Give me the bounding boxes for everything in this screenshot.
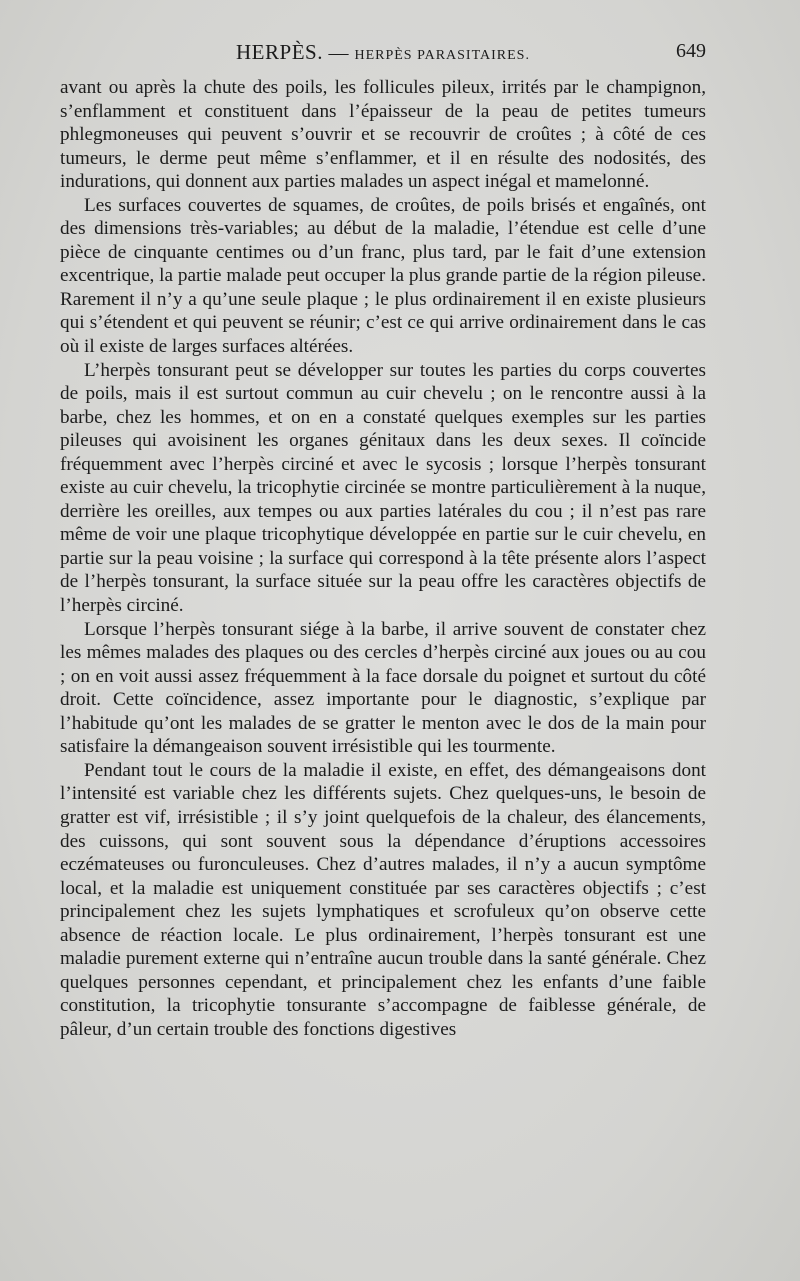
body-text bbox=[60, 76, 706, 1041]
paragraph-surfaces: Les surfaces couvertes de squames, de croûtes, de poils brisés et engaînés, ont des dimensions très-variables; au début de la maladie, l’étendue est celle d’une pièce de cinquante centimes ou d’un franc, plus tard, par le fait d’une extension excentrique, la partie malade peut occuper la plus grande partie de la région pileuse. Rarement il n’y a qu’une seule plaque ; le plus ordinairement il en existe plusieurs qui s’étendent et qui peuvent se réunir; c’est ce qui arrive ordinairement dans le cas où il existe de larges surfaces altérées. bbox=[60, 194, 706, 358]
paragraph-barbe: Lorsque l’herpès tonsurant siége à la barbe, il arrive souvent de constater chez les mêmes malades des plaques ou des cercles d’herpès circiné aux joues ou au cou ; on en voit aussi assez fréquemment à la face dorsale du poignet et surtout du côté droit. Cette coïncidence, assez importante pour le diagnostic, s’explique par l’habitude qu’ont les malades de se gratter le menton avec le dos de la main pour satisfaire la démangeaison souvent irrésistible qui les tourmente. bbox=[60, 618, 706, 758]
paragraph-demangeaisons: Pendant tout le cours de la maladie il existe, en effet, des démangeaisons dont l’intensité est variable chez les différents sujets. Chez quelques-uns, le besoin de gratter est vif, irrésistible ; il s’y joint quelquefois de la chaleur, des élancements, des cuissons, qui sont souvent sous la dépendance d’éruptions accessoires eczémateuses ou furonculeuses. Chez d’autres malades, il n’y a aucun symptôme local, et la maladie est uniquement constituée par ses caractères objectifs ; c’est principalement chez les sujets lymphatiques et scrofuleux qu’on observe cette absence de réaction locale. Le plus ordinairement, l’herpès tonsurant est une maladie purement externe qui n’entraîne aucun trouble dans la santé générale. Chez quelques personnes cependant, et principalement chez les enfants d’une faible constitution, la tricophytie tonsurante s’accompagne de faiblesse générale, de pâleur, d’un certain trouble des fonctions digestives bbox=[60, 759, 706, 1040]
running-title-separator: — bbox=[322, 42, 355, 64]
page-number: 649 bbox=[676, 40, 706, 62]
running-title-main: HERPÈS. bbox=[236, 40, 323, 64]
paragraph-localisation: L’herpès tonsurant peut se développer sur toutes les parties du corps couvertes de poils, mais il est surtout commun au cuir chevelu ; on le rencontre aussi à la barbe, chez les hommes, et on en a constaté quelques exemples sur les parties pileuses qui avoisinent les organes génitaux dans les deux sexes. Il coïncide fréquemment avec l’herpès circiné et avec le sycosis ; lorsque l’herpès tonsurant existe au cuir chevelu, la tricophytie circinée se montre particulièrement à la nuque, derrière les oreilles, aux tempes ou aux parties latérales du cou ; il n’est pas rare même de voir une plaque tricophytique développée en partie sur le cuir chevelu, en partie sur la peau voisine ; la surface qui correspond à la tête présente alors l’aspect de l’herpès tonsurant, la surface située sur la peau offre les caractères objectifs de l’herpès circiné. bbox=[60, 359, 706, 617]
running-title bbox=[60, 40, 706, 65]
page-header bbox=[60, 40, 706, 70]
running-title-sub: HERPÈS PARASITAIRES. bbox=[354, 48, 530, 63]
paragraph-continued: avant ou après la chute des poils, les follicules pileux, irrités par le champignon, s’enflamment et constituent dans l’épaisseur de la peau de petites tumeurs phlegmoneuses qui peuvent s’ouvrir et se recouvrir de croûtes ; à côté de ces tumeurs, le derme peut même s’enflammer, et il en résulte des nodosités, des indurations, qui donnent aux parties malades un aspect inégal et mamelonné. bbox=[60, 77, 706, 193]
